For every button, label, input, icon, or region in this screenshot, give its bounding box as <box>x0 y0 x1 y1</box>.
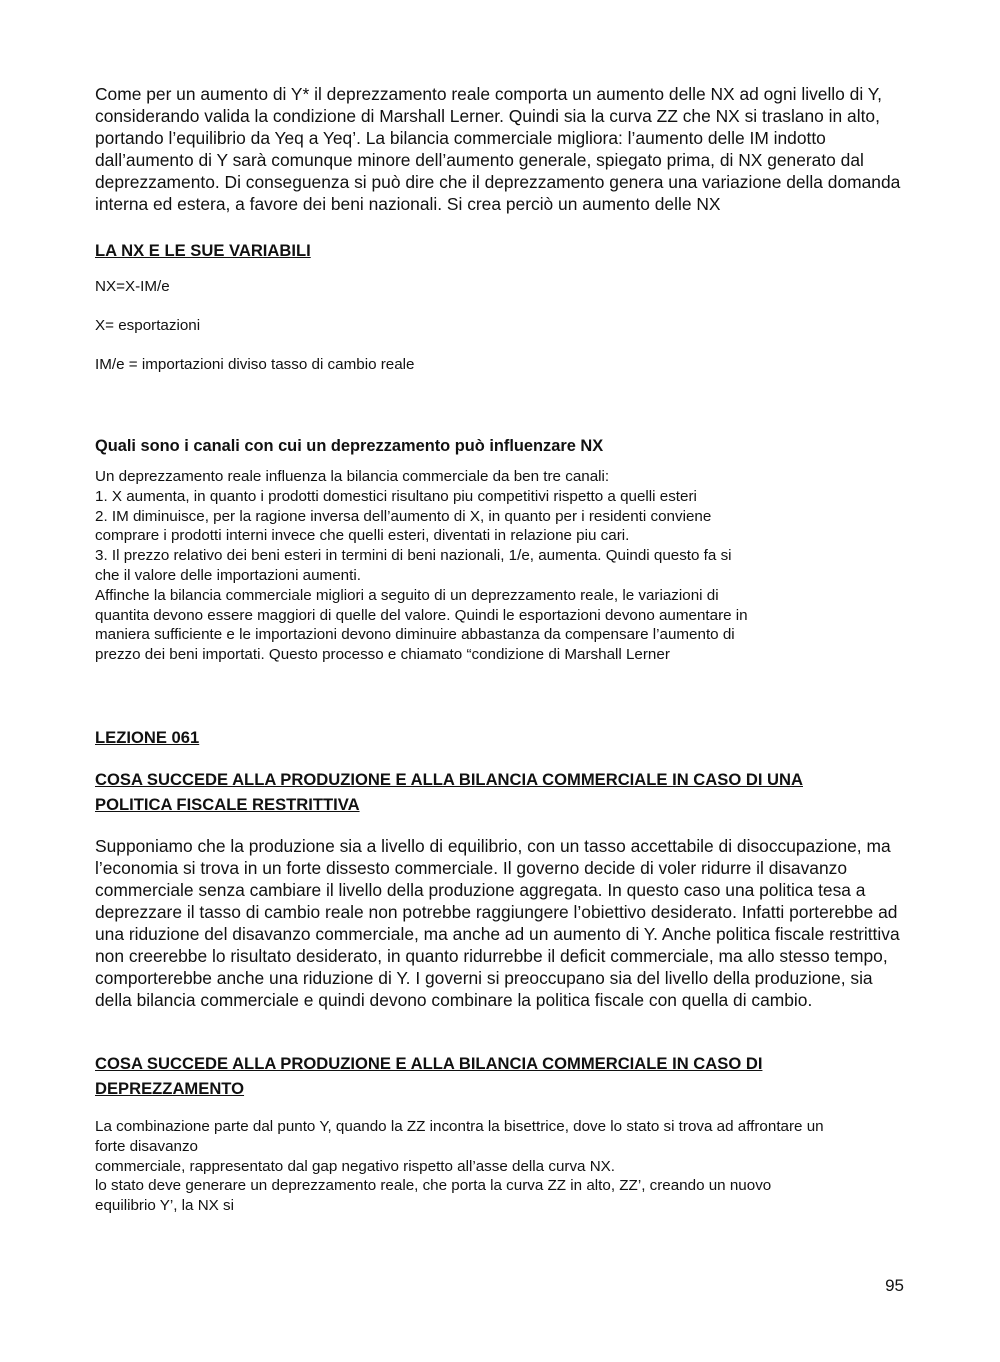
channels-line: 2. IM diminuisce, per la ragione inversa dell’aumento di X, in quanto per i residenti conviene <box>95 507 712 525</box>
section-fiscal-heading-line2: POLITICA FISCALE RESTRITTIVA <box>95 794 360 814</box>
page-number: 95 <box>885 1276 904 1295</box>
depr-line: lo stato deve generare un deprezzamento reale, che porta la curva ZZ in alto, ZZ’, creando un nuovo <box>95 1177 772 1195</box>
channels-line: prezzo dei beni importati. Questo processo e chiamato “condizione di Marshall Lerner <box>95 646 670 664</box>
depr-line: forte disavanzo <box>95 1137 198 1155</box>
channels-line: 1. X aumenta, in quanto i prodotti domestici risultano piu competitivi rispetto a quelli esteri <box>95 487 697 505</box>
section-depr-heading <box>95 1051 910 1101</box>
channels-line: Affinche la bilancia commerciale migliori a seguito di un deprezzamento reale, le variazioni di <box>95 586 719 604</box>
channels-line: Un deprezzamento reale influenza la bilancia commerciale da ben tre canali: <box>95 468 610 485</box>
section-depr-heading-line2: DEPREZZAMENTO <box>95 1078 245 1098</box>
depr-line: equilibrio Y’, la NX si <box>95 1197 235 1215</box>
section-fiscal-heading <box>95 767 910 817</box>
nx-definition-x: X= esportazioni <box>95 317 201 334</box>
lesson-label: LEZIONE 061 <box>95 727 200 747</box>
section-fiscal-heading-line1: COSA SUCCEDE ALLA PRODUZIONE E ALLA BILANCIA COMMERCIALE IN CASO DI UNA <box>95 769 803 789</box>
channels-line: comprare i prodotti interni invece che quelli esteri, diventati in relazione piu cari. <box>95 527 630 545</box>
intro-paragraph: Come per un aumento di Y* il deprezzamento reale comporta un aumento delle NX ad ogni livello di Y, considerando valida la condizione di Marshall Lerner. Quindi sia la curva ZZ che NX si traslano in alto, portando l’equilibrio da Yeq a Yeq’. La bilancia commerciale migliora: l’aumento delle IM indotto dall’aumento di Y sarà comunque minore dell’aumento generale, spiegato prima, di NX generato dal deprezzamento. Di conseguenza si può dire che il deprezzamento genera una variazione della domanda interna ed estera, a favore dei beni nazionali. Si crea perciò un aumento delle NX <box>95 84 901 214</box>
channels-line: maniera sufficiente e le importazioni devono diminuire abbastanza da compensare l’aumento di <box>95 626 735 644</box>
channels-line: quantita devono essere maggiori di quelle del valore. Quindi le esportazioni devono aumentare in <box>95 606 748 624</box>
channels-line: che il valore delle importazioni aumenti. <box>95 566 361 584</box>
document-page <box>95 83 910 1216</box>
depr-line: La combinazione parte dal punto Y, quando la ZZ incontra la bisettrice, dove lo stato si trova ad affrontare un <box>95 1117 824 1135</box>
depr-line: commerciale, rappresentato dal gap negativo rispetto all’asse della curva NX. <box>95 1157 616 1175</box>
nx-definition-im: IM/e = importazioni diviso tasso di cambio reale <box>95 356 415 373</box>
section-channels-text <box>95 467 910 665</box>
section-fiscal-paragraph: Supponiamo che la produzione sia a livello di equilibrio, con un tasso accettabile di disoccupazione, ma l’economia si trova in un forte dissesto commerciale. Il governo decide di voler ridurre il disavanzo commerciale senza cambiare il livello della produzione aggregata. In questo caso una politica tesa a deprezzare il tasso di cambio reale non potrebbe raggiungere l’obiettivo desiderato. Infatti porterebbe ad una riduzione del disavanzo commerciale, ma anche ad un aumento di Y. Anche politica fiscale restrittiva non creerebbe lo risultato desiderato, in quanto ridurrebbe il deficit commerciale, ma allo stesso tempo, comporterebbe anche una riduzione di Y. I governi si preoccupano sia del livello della produzione, sia della bilancia commerciale e quindi devono combinare la politica fiscale con quella di cambio. <box>95 835 900 1010</box>
section-depr-text <box>95 1117 910 1216</box>
section-depr-heading-line1: COSA SUCCEDE ALLA PRODUZIONE E ALLA BILANCIA COMMERCIALE IN CASO DI <box>95 1053 763 1073</box>
section-nx-heading: LA NX E LE SUE VARIABILI <box>95 241 311 260</box>
channels-line: 3. Il prezzo relativo dei beni esteri in termini di beni nazionali, 1/e, aumenta. Quindi questo fa si <box>95 547 732 565</box>
section-channels-heading: Quali sono i canali con cui un deprezzamento può influenzare NX <box>95 437 604 455</box>
nx-formula: NX=X-IM/e <box>95 278 170 295</box>
